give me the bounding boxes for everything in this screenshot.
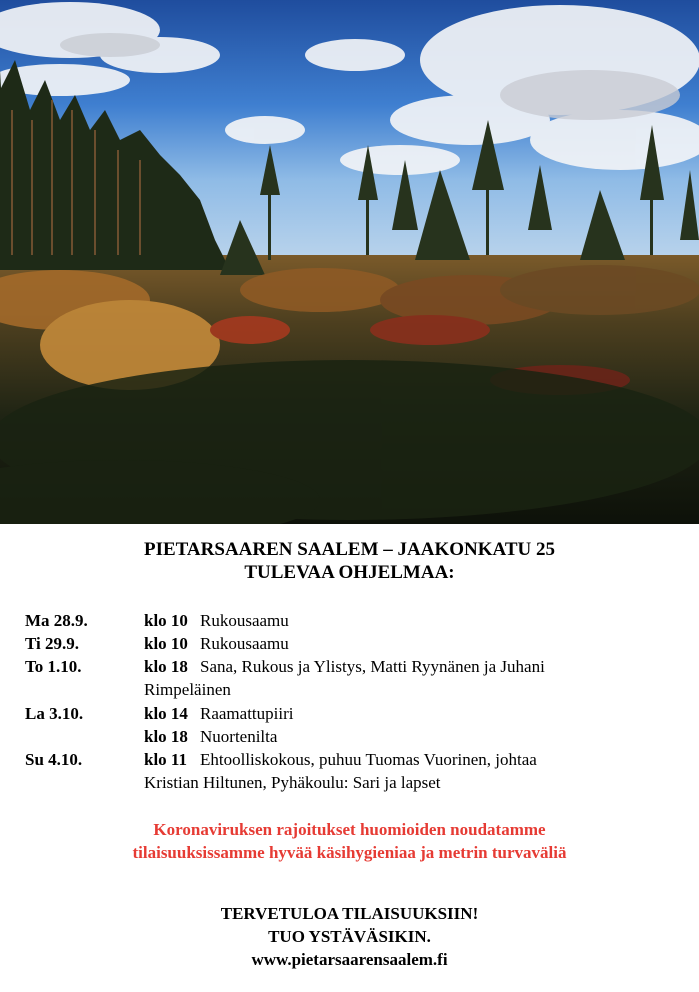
schedule-time: klo 11 xyxy=(144,750,187,769)
welcome-text: TERVETULOA TILAISUUKSIIN! xyxy=(220,904,479,923)
schedule-day: Su 4.10. xyxy=(25,750,83,769)
website-link[interactable]: www.pietarsaarensaalem.fi xyxy=(251,950,448,969)
schedule-desc: Raamattupiiri xyxy=(200,704,294,723)
schedule-day: Ma 28.9. xyxy=(25,611,88,630)
bring-friend-text: TUO YSTÄVÄSIKIN. xyxy=(268,927,431,946)
schedule-desc-continued: Rimpeläinen xyxy=(144,680,231,699)
schedule-day: Ti 29.9. xyxy=(25,634,80,653)
schedule-desc: Rukousaamu xyxy=(200,611,289,630)
schedule-desc-continued: Kristian Hiltunen, Pyhäkoulu: Sari ja lapset xyxy=(144,773,441,792)
schedule-time: klo 18 xyxy=(144,657,188,676)
schedule-desc: Nuortenilta xyxy=(200,727,278,746)
schedule-day: To 1.10. xyxy=(25,657,82,676)
schedule-desc: Rukousaamu xyxy=(200,634,289,653)
schedule-desc: Sana, Rukous ja Ylistys, Matti Ryynänen ja Juhani xyxy=(200,657,545,676)
schedule-time: klo 18 xyxy=(144,727,188,746)
schedule-day: La 3.10. xyxy=(25,704,84,723)
schedule-time: klo 10 xyxy=(144,634,188,653)
covid-notice-line2: tilaisuuksissamme hyvää käsihygieniaa ja metrin turvaväliä xyxy=(132,843,567,862)
covid-notice-line1: Koronaviruksen rajoitukset huomioiden noudatamme xyxy=(153,820,546,839)
schedule-time: klo 10 xyxy=(144,611,188,630)
schedule-desc: Ehtoolliskokous, puhuu Tuomas Vuorinen, johtaa xyxy=(200,750,537,769)
schedule-time: klo 14 xyxy=(144,704,188,723)
church-heading: PIETARSAAREN SAALEM – JAAKONKATU 25 xyxy=(144,539,555,560)
program-heading: TULEVAA OHJELMAA: xyxy=(244,562,455,583)
